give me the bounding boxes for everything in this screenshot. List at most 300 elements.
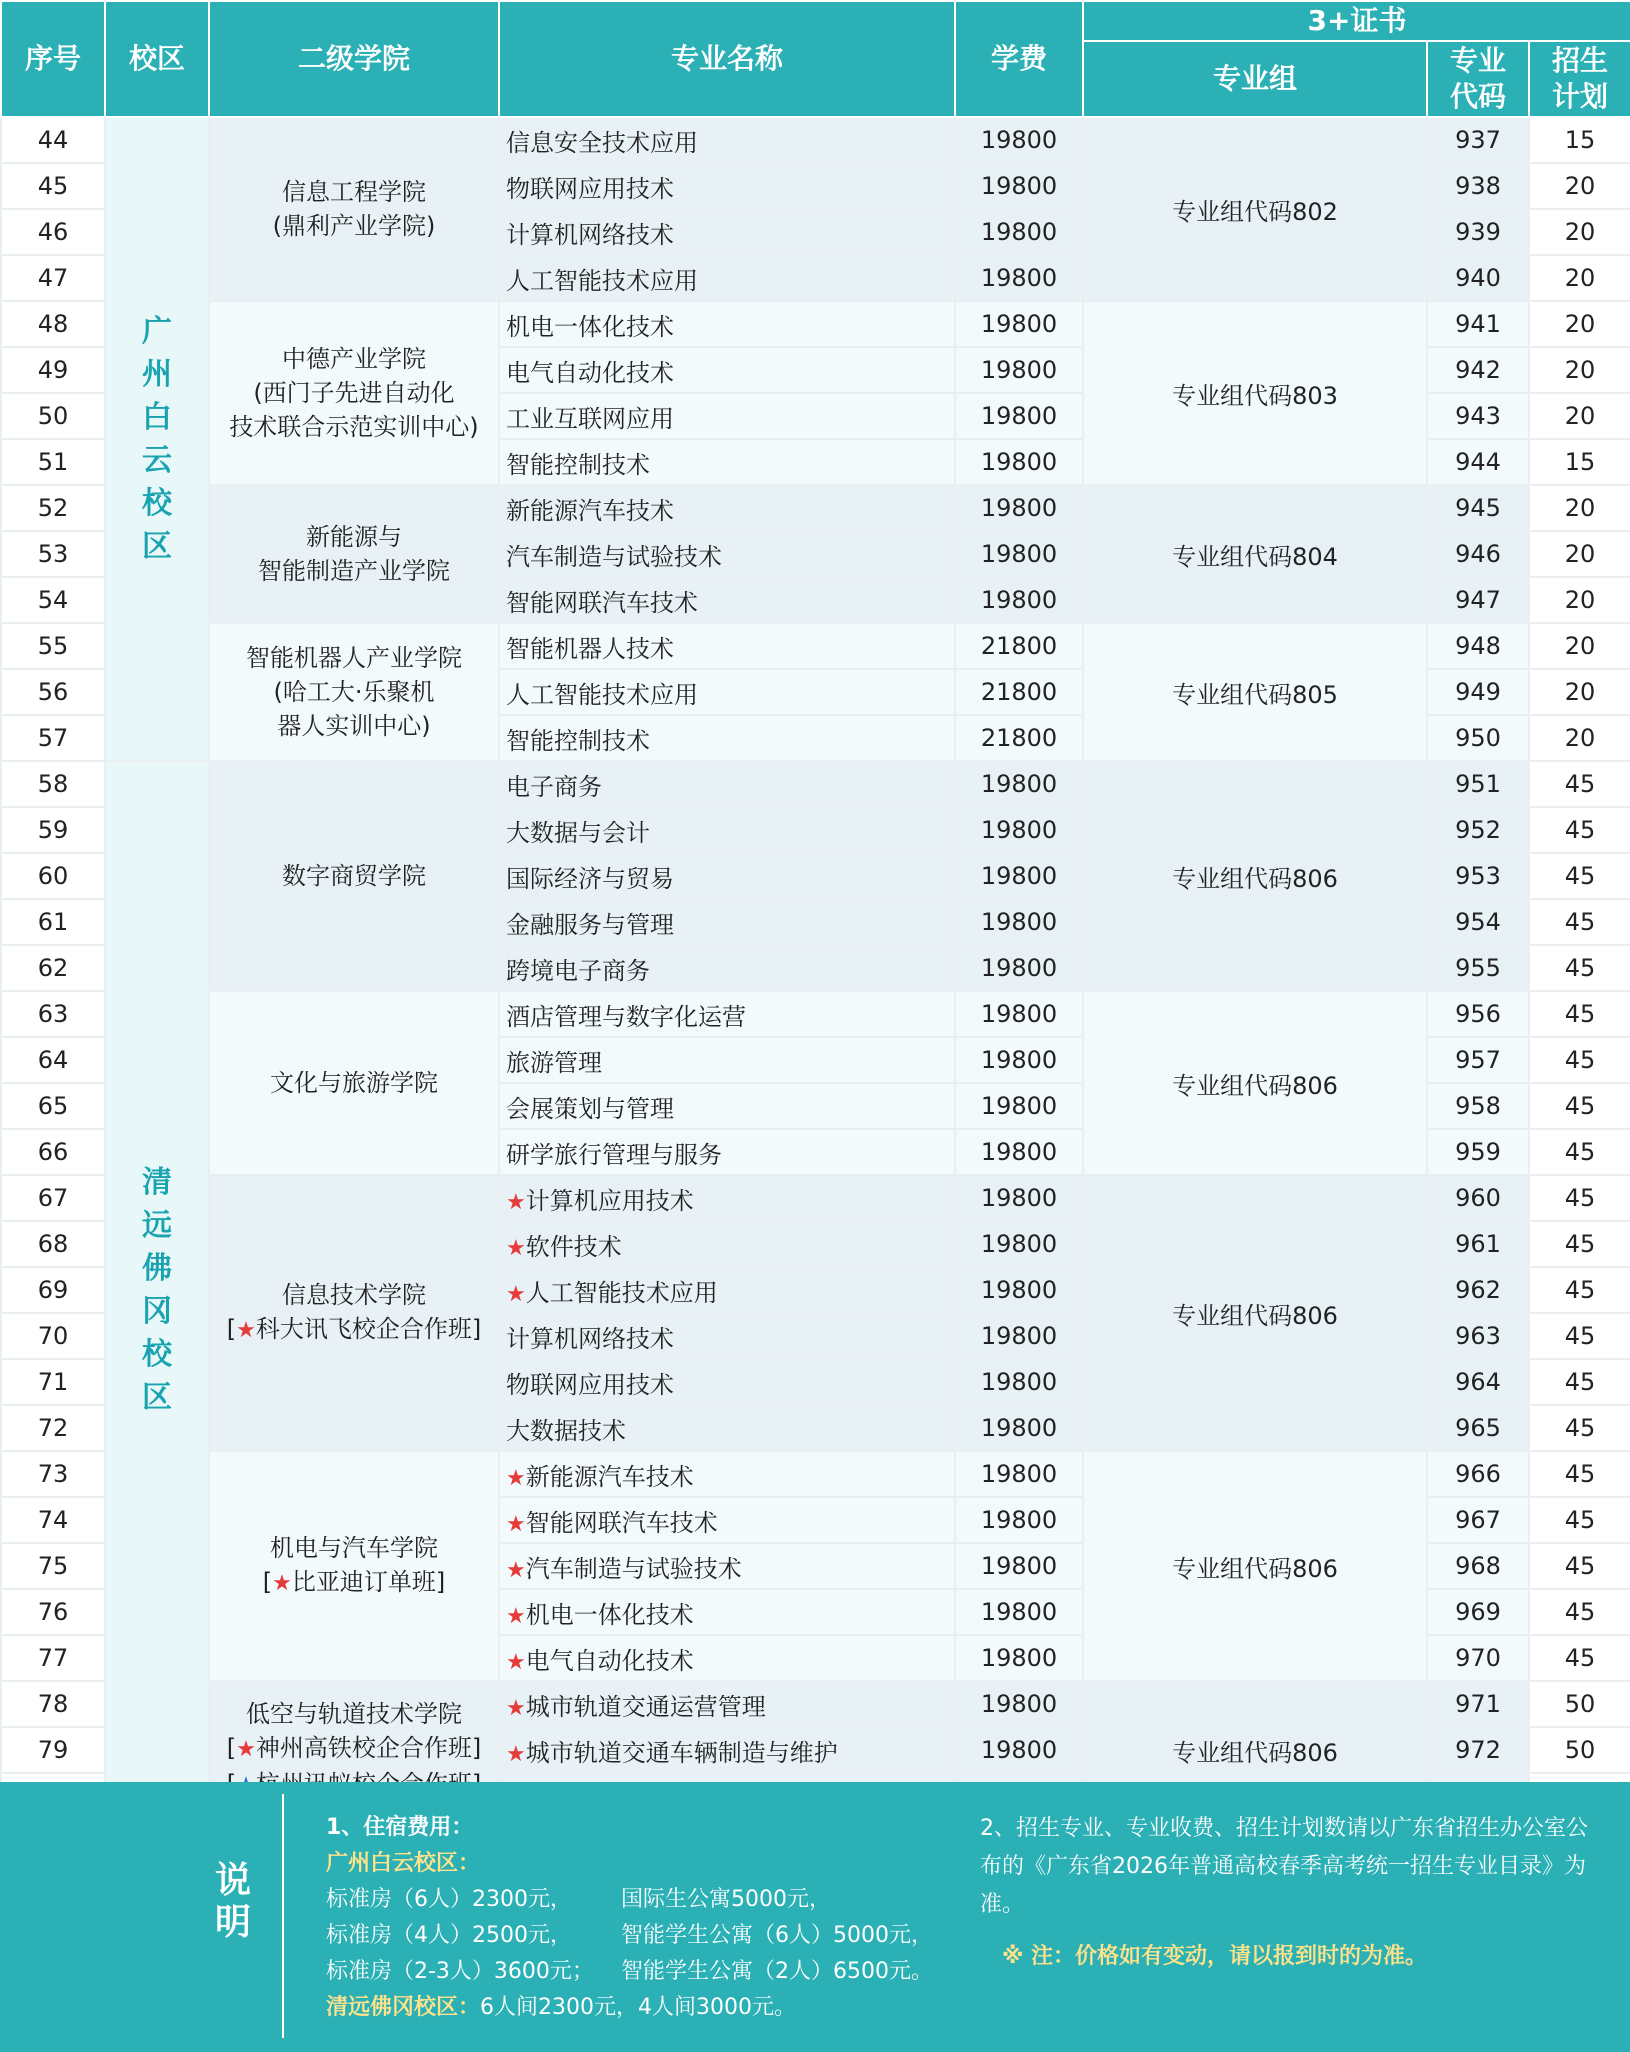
notes-policy [980,1810,1600,1976]
code-cell: 939 [1427,209,1529,255]
plan-cell: 45 [1529,1221,1630,1267]
code-cell: 954 [1427,899,1529,945]
seq-cell: 70 [1,1313,105,1359]
plan-cell: 45 [1529,1589,1630,1635]
code-cell: 951 [1427,761,1529,807]
plan-cell: 45 [1529,761,1630,807]
seq-cell: 55 [1,623,105,669]
table-row [1,485,1630,531]
fee-cell: 19800 [955,1497,1083,1543]
fee-cell: 19800 [955,1589,1083,1635]
seq-cell: 54 [1,577,105,623]
fee-cell: 19800 [955,853,1083,899]
major-name: 金融服务与管理 [506,910,674,939]
code-cell: 945 [1427,485,1529,531]
gz-fee-row [326,1918,966,1954]
major-name: 计算机网络技术 [506,220,674,249]
code-cell: 969 [1427,1589,1529,1635]
college-name-line: 机电与汽车学院 [270,1534,438,1562]
note1-title: 1、住宿费用： [326,1815,474,1840]
seq-cell: 79 [1,1727,105,1773]
seq-cell: 48 [1,301,105,347]
college-name-line: 信息工程学院 [282,178,426,206]
major-cell [499,1727,955,1773]
seq-cell: 78 [1,1681,105,1727]
major-cell [499,255,955,301]
gz-fee-item: 智能学生公寓（6人）5000元， [621,1923,933,1948]
star-icon: ★ [506,1603,526,1629]
seq-cell: 49 [1,347,105,393]
group-cell: 专业组代码806 [1083,991,1427,1175]
gz-campus-label: 广州白云校区： [326,1851,481,1876]
fee-cell: 19800 [955,1681,1083,1727]
college-name-line: (哈工大·乐聚机 [273,678,435,706]
college-name-line: 数字商贸学院 [282,862,426,890]
group-cell: 专业组代码806 [1083,761,1427,991]
major-cell [499,669,955,715]
seq-cell: 44 [1,117,105,163]
code-cell: 964 [1427,1359,1529,1405]
code-cell: 938 [1427,163,1529,209]
plan-cell: 20 [1529,715,1630,761]
fee-cell: 19800 [955,255,1083,301]
major-name: 物联网应用技术 [506,1370,674,1399]
fee-cell: 19800 [955,439,1083,485]
plan-cell: 20 [1529,393,1630,439]
major-name: 电气自动化技术 [525,1646,694,1675]
seq-cell: 68 [1,1221,105,1267]
major-name: 酒店管理与数字化运营 [506,1002,746,1031]
code-cell: 967 [1427,1497,1529,1543]
major-cell [499,531,955,577]
code-cell: 943 [1427,393,1529,439]
fee-cell: 19800 [955,485,1083,531]
major-cell [499,1405,955,1451]
plan-cell: 20 [1529,301,1630,347]
fee-cell: 19800 [955,1543,1083,1589]
table-row [1,1681,1630,1727]
code-cell: 961 [1427,1221,1529,1267]
group-cell: 专业组代码806 [1083,1681,1427,1819]
fee-cell: 21800 [955,623,1083,669]
college-cell [209,301,499,485]
plan-cell: 50 [1529,1727,1630,1773]
college-name-line: 中德产业学院 [282,345,426,373]
code-cell: 946 [1427,531,1529,577]
campus-cell: 清 远 佛 冈 校 区 [105,761,209,1819]
code-cell: 959 [1427,1129,1529,1175]
seq-cell: 71 [1,1359,105,1405]
major-name: 人工智能技术应用 [525,1278,718,1307]
college-cell [209,761,499,991]
seq-cell: 72 [1,1405,105,1451]
campus-cell: 广 州 白 云 校 区 [105,117,209,761]
qy-campus-label: 清远佛冈校区： [326,1995,481,2020]
gz-fee-item: 标准房（6人）2300元， [326,1887,572,1912]
seq-cell: 51 [1,439,105,485]
major-cell [499,945,955,991]
major-cell [499,899,955,945]
seq-cell: 53 [1,531,105,577]
seq-cell: 59 [1,807,105,853]
code-cell: 955 [1427,945,1529,991]
fee-cell: 19800 [955,1129,1083,1175]
major-name: 电子商务 [506,772,602,801]
fee-cell: 21800 [955,669,1083,715]
star-icon: ★ [272,1571,292,1596]
major-cell [499,577,955,623]
fee-cell: 19800 [955,117,1083,163]
table-row [1,301,1630,347]
table-row [1,761,1630,807]
notes-panel [0,1782,1630,2052]
major-cell [499,1451,955,1497]
major-cell [499,1543,955,1589]
code-cell: 962 [1427,1267,1529,1313]
gz-fee-item: 标准房（4人）2500元， [326,1923,572,1948]
major-cell [499,807,955,853]
college-name-line: (西门子先进自动化 [253,379,455,407]
code-cell: 941 [1427,301,1529,347]
table-row [1,117,1630,163]
seq-cell: 46 [1,209,105,255]
seq-cell: 50 [1,393,105,439]
group-cell: 专业组代码802 [1083,117,1427,301]
seq-cell: 58 [1,761,105,807]
code-cell: 950 [1427,715,1529,761]
fee-cell: 19800 [955,761,1083,807]
fee-cell: 19800 [955,1451,1083,1497]
college-name-line: 智能机器人产业学院 [246,644,462,672]
major-name: 大数据与会计 [506,818,650,847]
plan-cell: 20 [1529,531,1630,577]
code-cell: 960 [1427,1175,1529,1221]
header-code: 专业 代码 [1427,41,1529,117]
major-cell [499,1589,955,1635]
table-row [1,1175,1630,1221]
major-name: 汽车制造与试验技术 [525,1554,742,1583]
major-name: 汽车制造与试验技术 [506,542,722,571]
notes-accommodation [326,1810,966,2026]
fee-cell: 19800 [955,531,1083,577]
major-cell [499,117,955,163]
major-cell [499,1175,955,1221]
plan-cell: 50 [1529,1681,1630,1727]
notes-divider [282,1794,284,2038]
star-icon: ★ [506,1281,526,1307]
plan-cell: 20 [1529,255,1630,301]
major-name: 物联网应用技术 [506,174,674,203]
seq-cell: 66 [1,1129,105,1175]
major-cell [499,485,955,531]
notes-title: 说 明 [214,1860,251,1943]
code-cell: 940 [1427,255,1529,301]
major-name: 智能网联汽车技术 [525,1508,718,1537]
seq-cell: 76 [1,1589,105,1635]
plan-cell: 45 [1529,1037,1630,1083]
major-cell [499,1267,955,1313]
fee-cell: 19800 [955,1635,1083,1681]
major-name: 研学旅行管理与服务 [506,1140,722,1169]
plan-cell: 45 [1529,1543,1630,1589]
code-cell: 944 [1427,439,1529,485]
major-cell [499,1129,955,1175]
code-cell: 968 [1427,1543,1529,1589]
plan-cell: 45 [1529,1313,1630,1359]
seq-cell: 57 [1,715,105,761]
code-cell: 953 [1427,853,1529,899]
fee-cell: 19800 [955,899,1083,945]
seq-cell: 45 [1,163,105,209]
gz-fee-row [326,1882,966,1918]
seq-cell: 64 [1,1037,105,1083]
header-group: 专业组 [1083,41,1427,117]
major-cell [499,715,955,761]
college-name-line: (鼎利产业学院) [272,212,436,240]
code-cell: 965 [1427,1405,1529,1451]
college-cell [209,623,499,761]
fee-cell: 19800 [955,1313,1083,1359]
college-name-line: 信息技术学院 [282,1281,426,1309]
plan-cell: 20 [1529,577,1630,623]
table-row [1,1451,1630,1497]
fee-cell: 19800 [955,393,1083,439]
major-cell [499,853,955,899]
major-cell [499,1083,955,1129]
major-name: 国际经济与贸易 [506,864,674,893]
fee-cell: 19800 [955,1727,1083,1773]
star-icon: ★ [506,1695,526,1721]
plan-cell: 45 [1529,945,1630,991]
header-major: 专业名称 [499,1,955,117]
major-cell [499,301,955,347]
code-cell: 971 [1427,1681,1529,1727]
fee-cell: 19800 [955,301,1083,347]
plan-cell: 45 [1529,1359,1630,1405]
plan-cell: 15 [1529,117,1630,163]
fee-cell: 19800 [955,163,1083,209]
plan-cell: 20 [1529,209,1630,255]
fee-cell: 19800 [955,807,1083,853]
college-cell [209,117,499,301]
major-cell [499,1359,955,1405]
seq-cell: 75 [1,1543,105,1589]
gz-fee-item: 国际生公寓5000元， [621,1887,831,1912]
fee-cell: 19800 [955,1405,1083,1451]
table-row [1,991,1630,1037]
plan-cell: 45 [1529,1451,1630,1497]
star-icon: ★ [236,1318,256,1343]
code-cell: 948 [1427,623,1529,669]
star-icon: ★ [506,1465,526,1491]
major-name: 工业互联网应用 [506,404,674,433]
college-name-line: 智能制造产业学院 [258,557,450,585]
seq-cell: 73 [1,1451,105,1497]
college-name-line: [★神州高铁校企合作班] [226,1734,482,1762]
plan-cell: 20 [1529,163,1630,209]
fee-cell: 19800 [955,1267,1083,1313]
plan-cell: 45 [1529,1497,1630,1543]
fee-cell: 19800 [955,209,1083,255]
fee-cell: 19800 [955,1037,1083,1083]
group-cell: 专业组代码803 [1083,301,1427,485]
fee-cell: 19800 [955,1221,1083,1267]
major-name: 机电一体化技术 [525,1600,694,1629]
plan-cell: 45 [1529,1267,1630,1313]
fee-cell: 19800 [955,1359,1083,1405]
header-plan: 招生 计划 [1529,41,1630,117]
major-name: 人工智能技术应用 [506,680,698,709]
seq-cell: 69 [1,1267,105,1313]
plan-cell: 20 [1529,347,1630,393]
plan-cell: 20 [1529,623,1630,669]
plan-cell: 45 [1529,1635,1630,1681]
major-name: 新能源汽车技术 [525,1462,694,1491]
price-change-note: ※ 注：价格如有变动，请以报到时的为准。 [1002,1944,1428,1969]
code-cell: 970 [1427,1635,1529,1681]
major-name: 大数据技术 [506,1416,626,1445]
major-name: 软件技术 [525,1232,622,1261]
college-name-line: 新能源与 [306,523,402,551]
code-cell: 956 [1427,991,1529,1037]
major-cell [499,761,955,807]
gz-fee-item: 标准房（2-3人）3600元； [326,1959,594,1984]
major-cell [499,163,955,209]
gz-fee-row [326,1954,966,1990]
major-cell [499,209,955,255]
fee-cell: 19800 [955,1175,1083,1221]
seq-cell: 52 [1,485,105,531]
table-row [1,623,1630,669]
major-name: 会展策划与管理 [506,1094,674,1123]
plan-cell: 45 [1529,1405,1630,1451]
major-cell [499,623,955,669]
college-name-line: 文化与旅游学院 [270,1069,438,1097]
star-icon: ★ [506,1235,526,1261]
qy-fee-row [326,1990,966,2026]
plan-cell: 15 [1529,439,1630,485]
college-cell [209,991,499,1175]
code-cell: 958 [1427,1083,1529,1129]
seq-cell: 74 [1,1497,105,1543]
gz-fee-item: 智能学生公寓（2人）6500元。 [621,1959,933,1984]
fee-cell: 19800 [955,991,1083,1037]
seq-cell: 56 [1,669,105,715]
major-cell [499,1313,955,1359]
major-name: 机电一体化技术 [506,312,674,341]
star-icon: ★ [506,1189,526,1215]
plan-cell: 45 [1529,1175,1630,1221]
college-name-line: 器人实训中心) [277,712,431,740]
plan-cell: 45 [1529,853,1630,899]
code-cell: 949 [1427,669,1529,715]
major-cell [499,393,955,439]
seq-cell: 65 [1,1083,105,1129]
plan-cell: 45 [1529,991,1630,1037]
code-cell: 947 [1427,577,1529,623]
group-cell: 专业组代码805 [1083,623,1427,761]
major-name: 城市轨道交通车辆制造与维护 [525,1738,838,1767]
header-cert: 3+证书 [1083,1,1630,41]
plan-cell: 45 [1529,1129,1630,1175]
major-name: 智能控制技术 [506,450,650,479]
college-name-line: 低空与轨道技术学院 [246,1700,462,1728]
major-cell [499,1635,955,1681]
code-cell: 972 [1427,1727,1529,1773]
code-cell: 963 [1427,1313,1529,1359]
code-cell: 952 [1427,807,1529,853]
college-name-line: [★比亚迪订单班] [262,1568,446,1596]
college-cell [209,1451,499,1681]
major-name: 旅游管理 [506,1048,602,1077]
fee-cell: 19800 [955,347,1083,393]
header-fee: 学费 [955,1,1083,117]
plan-cell: 45 [1529,807,1630,853]
group-cell: 专业组代码806 [1083,1451,1427,1681]
seq-cell: 62 [1,945,105,991]
code-cell: 966 [1427,1451,1529,1497]
major-name: 智能机器人技术 [506,634,674,663]
star-icon: ★ [506,1741,526,1767]
college-cell [209,1175,499,1451]
code-cell: 937 [1427,117,1529,163]
plan-cell: 45 [1529,1083,1630,1129]
major-name: 新能源汽车技术 [506,496,674,525]
star-icon: ★ [506,1511,526,1537]
major-name: 电气自动化技术 [506,358,674,387]
group-cell: 专业组代码804 [1083,485,1427,623]
star-icon: ★ [506,1649,526,1675]
seq-cell: 47 [1,255,105,301]
header-seq: 序号 [1,1,105,117]
star-icon: ★ [236,1737,256,1762]
major-cell [499,439,955,485]
major-name: 人工智能技术应用 [506,266,698,295]
major-name: 城市轨道交通运营管理 [525,1692,766,1721]
major-name: 信息安全技术应用 [506,128,698,157]
plan-cell: 20 [1529,485,1630,531]
major-name: 跨境电子商务 [506,956,650,985]
major-name: 智能网联汽车技术 [506,588,698,617]
major-name: 计算机网络技术 [506,1324,674,1353]
major-cell [499,1221,955,1267]
header-campus: 校区 [105,1,209,117]
note2-text: 2、招生专业、专业收费、招生计划数请以广东省招生办公室公布的《广东省2026年普通高校春季高考统一招生专业目录》为准。 [980,1816,1588,1917]
major-cell [499,347,955,393]
seq-cell: 67 [1,1175,105,1221]
seq-cell: 63 [1,991,105,1037]
table-body [1,117,1630,1819]
college-name-line: [★科大讯飞校企合作班] [226,1315,482,1343]
seq-cell: 61 [1,899,105,945]
code-cell: 957 [1427,1037,1529,1083]
fee-cell: 19800 [955,1083,1083,1129]
plan-cell: 45 [1529,899,1630,945]
group-cell: 专业组代码806 [1083,1175,1427,1451]
major-name: 计算机应用技术 [525,1186,694,1215]
fee-cell: 19800 [955,945,1083,991]
seq-cell: 60 [1,853,105,899]
code-cell: 942 [1427,347,1529,393]
fee-cell: 19800 [955,577,1083,623]
college-name-line: 技术联合示范实训中心) [229,413,479,441]
qy-fee-text: 6人间2300元，4人间3000元。 [480,1995,796,2020]
seq-cell: 77 [1,1635,105,1681]
fee-cell: 21800 [955,715,1083,761]
star-icon: ★ [506,1557,526,1583]
header-college: 二级学院 [209,1,499,117]
college-cell [209,485,499,623]
